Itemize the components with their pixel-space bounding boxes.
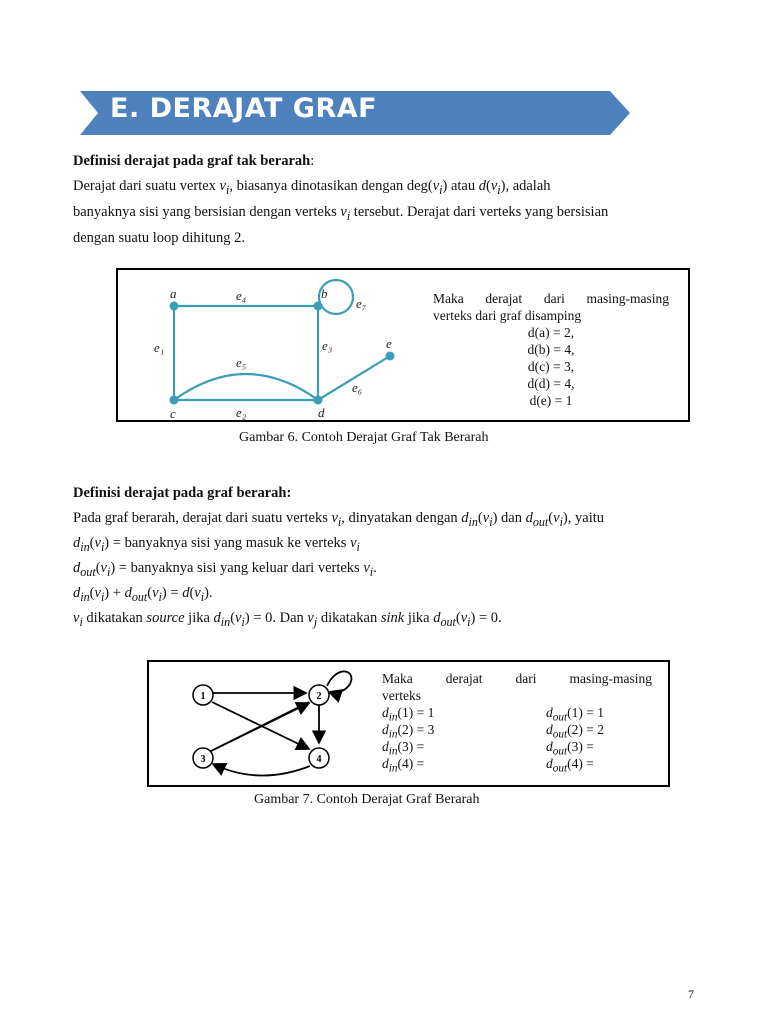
degree-row-3: $d_{in}(3)$ = $d_{out}(3)$ = xyxy=(382,739,594,758)
label-e3: e₃ xyxy=(322,338,333,353)
figure-directed-box xyxy=(147,660,670,787)
directed-heading: Definisi derajat pada graf berarah: xyxy=(73,485,292,501)
node-a xyxy=(170,302,179,311)
figure-7-caption: Gambar 7. Contoh Derajat Graf Berarah xyxy=(254,792,480,807)
label-a: a xyxy=(170,286,177,301)
label-e: e xyxy=(386,336,392,351)
degree-b: d(b) = 4, xyxy=(527,342,575,357)
label-e1: e₁ xyxy=(154,340,165,355)
label-c: c xyxy=(170,406,176,420)
undirected-graph xyxy=(138,270,428,420)
directed-figure-text xyxy=(382,670,652,775)
arc-4-3 xyxy=(213,764,310,776)
directed-line-2: $d_{in}(v_i)$ = banyaknya sisi yang masuk ke verteks $v_i$ xyxy=(73,535,360,554)
directed-graph xyxy=(169,662,394,784)
node-4-label: 4 xyxy=(316,754,322,765)
label-e4: e₄ xyxy=(236,288,247,303)
node-d xyxy=(314,396,323,405)
degree-row-1: $d_{in}(1) = 1$ $d_{out}(1) = 1$ xyxy=(382,705,605,724)
directed-line-1: Pada graf berarah, derajat dari suatu verteks $v_i$, dinyatakan dengan $d_{in}(v_i)$ dan $d_{out}(v_i)$, yaitu xyxy=(73,510,605,529)
label-e5: e₅ xyxy=(236,355,247,370)
directed-line-3: $d_{out}(v_i)$ = banyaknya sisi yang keluar dari verteks $v_i$. xyxy=(73,560,377,579)
undirected-text-line-1: Maka derajat dari masing-masing xyxy=(433,291,669,306)
label-e7: e₇ xyxy=(356,296,367,311)
node-b xyxy=(314,302,323,311)
directed-text-line-1: Maka derajat dari masing-masing xyxy=(382,671,652,686)
section-banner xyxy=(80,91,630,135)
degree-row-4: $d_{in}(4)$ = $d_{out}(4)$ = xyxy=(382,756,594,775)
undirected-text-line-2: verteks dari graf disamping xyxy=(433,308,582,323)
figure-undirected-box xyxy=(116,268,690,422)
node-e xyxy=(386,352,395,361)
figure-6-caption: Gambar 6. Contoh Derajat Graf Tak Berarah xyxy=(239,430,489,445)
section-title: E. DERAJAT GRAF xyxy=(110,93,378,124)
degree-c: d(c) = 3, xyxy=(527,359,575,374)
undirected-para-line-2: banyaknya sisi yang bersisian dengan verteks $v_i$ tersebut. Derajat dari verteks yang bersisian xyxy=(73,204,609,223)
degree-row-2: $d_{in}(2) = 3$ $d_{out}(2) = 2$ xyxy=(382,722,605,741)
node-c xyxy=(170,396,179,405)
node-2-label: 2 xyxy=(316,691,322,702)
node-3-label: 3 xyxy=(200,754,206,765)
label-e6: e₆ xyxy=(352,380,363,395)
arc-3-2 xyxy=(211,703,309,751)
undirected-figure-text xyxy=(433,290,669,409)
arc-2-loop xyxy=(327,671,351,692)
page-number: 7 xyxy=(688,987,694,1001)
degree-d: d(d) = 4, xyxy=(527,376,575,391)
directed-line-5: $v_i$ dikatakan source jika $d_{in}(v_i) = 0$. Dan $v_j$ dikatakan sink jika $d_{out}(v_i) = 0$. xyxy=(73,610,502,629)
degree-a: d(a) = 2, xyxy=(527,325,575,340)
undirected-para-line-3: dengan suatu loop dihitung 2. xyxy=(73,230,245,246)
directed-text-line-2: verteks xyxy=(382,688,421,703)
directed-line-4: $d_{in}(v_i) + d_{out}(v_i) = d(v_i)$. xyxy=(73,585,213,604)
node-1-label: 1 xyxy=(200,691,206,702)
undirected-para-line-1: Derajat dari suatu vertex $v_i$, biasanya dinotasikan dengan $deg(v_i)$ atau $d(v_i)$, adalah xyxy=(73,178,551,197)
label-d: d xyxy=(318,405,325,420)
degree-e: d(e) = 1 xyxy=(529,393,573,408)
edge-e5 xyxy=(174,374,318,400)
label-b: b xyxy=(321,286,328,301)
undirected-heading: Definisi derajat pada graf tak berarah: xyxy=(73,153,315,169)
label-e2: e₂ xyxy=(236,405,247,420)
